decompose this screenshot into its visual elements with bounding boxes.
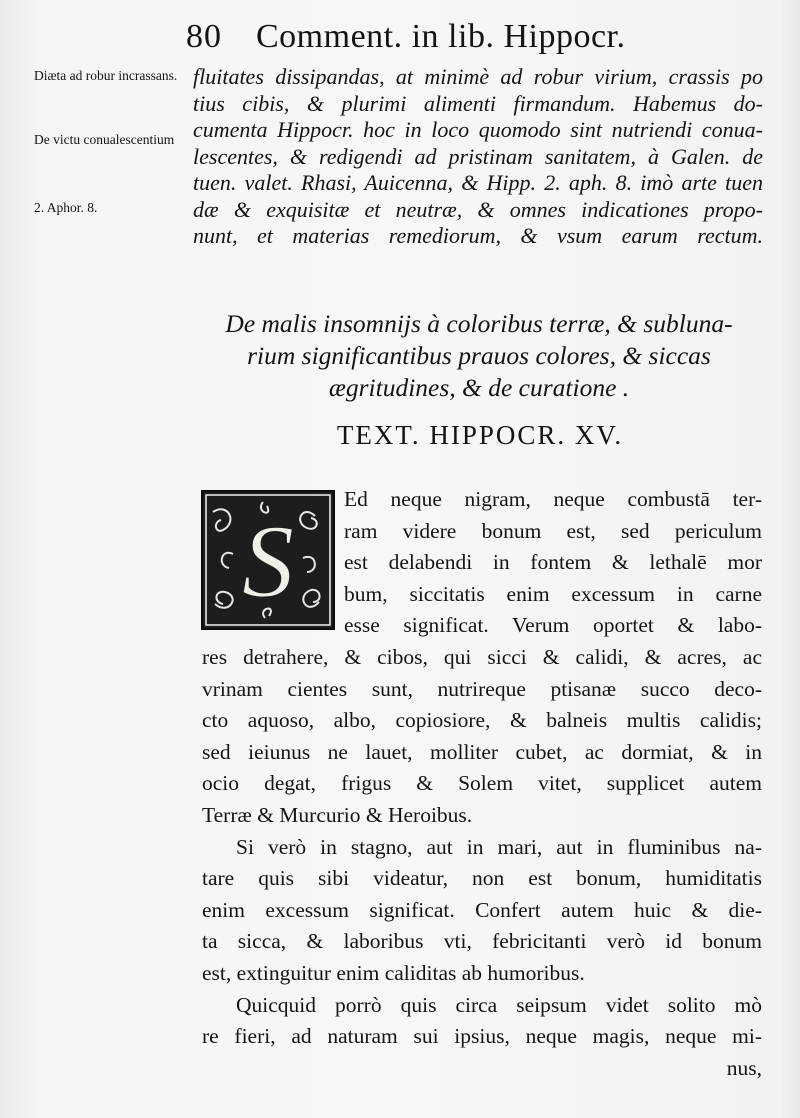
margin-note-text: 2. Aphor. 8. [34,200,98,215]
text-line: sed ieiunus ne lauet, molliter cubet, ac dormiat, & in [202,739,762,764]
text-line: res detrahere, & cibos, qui sicci & calidi, & acres, ac [202,644,762,669]
page-number: 80 [186,18,222,55]
text-line: lescentes, & redigendi ad pristinam sanitatem, à Galen. de [193,143,763,169]
title-line: rium significantibus prauos colores, & siccas [247,341,711,370]
margin-note [34,132,184,148]
body-text [202,484,762,1084]
text-line: dæ & exquisitæ et neutræ, & omnes indicationes propo- [193,196,763,222]
dropcap-letter: S [242,504,294,619]
show-through-texture [60,140,180,840]
text-line: ocio degat, frigus & Solem vitet, supplicet autem [202,771,762,796]
margin-note-text: De victu conualescentium [34,132,175,147]
text-line: Quicquid porrò quis circa seipsum videt solito mò [236,992,762,1017]
margin-note-text: Diæta ad robur incrassans. [34,68,178,83]
text-line: cto aquoso, albo, copiosiore, & balneis multis calidis; [202,708,762,733]
text-line: nus, [726,1055,762,1080]
text-line: vrinam cientes sunt, nutrireque ptisanæ succo deco- [202,676,762,701]
text-line: fluitates dissipandas, at minimè ad robur virium, crassis po [193,64,763,89]
text-line: enim excessum significat. Confert autem huic & die- [202,897,762,922]
text-line: tuen. valet. Rhasi, Auicenna, & Hipp. 2. aph. 8. imò arte tuen [193,170,763,195]
text-line: Terræ & Murcurio & Heroibus. [202,802,473,827]
text-heading: TEXT. HIPPOCR. XV. [336,420,624,450]
text-line: re fieri, ad naturam sui ipsius, neque magis, neque mi- [202,1024,762,1049]
text-line: est delabendi in fontem & lethalē mor [344,550,762,575]
text-line: cumenta Hippocr. hoc in loco quomodo sint nutriendi conua- [193,117,763,142]
text-line: tare quis sibi videatur, non est bonum, humiditatis [202,866,762,891]
text-line: ram videre bonum est, sed periculum [344,518,762,543]
text-line: bum, siccitatis enim excessum in carne [344,581,762,606]
text-line: esse significat. Verum oportet & labo- [344,613,762,638]
text-line: est, extinguitur enim caliditas ab humoribus. [202,960,585,985]
text-line: tius cibis, & plurimi alimenti firmandum. Habemus do- [193,90,763,116]
title-line: De malis insomnijs à coloribus terræ, & subluna- [225,309,733,338]
title-line: ægritudines, & de curatione . [328,373,630,402]
section-title [196,308,762,404]
italic-paragraph [193,64,763,250]
text-line: nunt, et materias remediorum, & vsum earum rectum. [193,223,763,248]
margin-note [34,200,184,216]
margin-note [34,68,184,84]
text-line: ta sicca, & laboribus vti, febricitanti verò id bonum [202,929,762,954]
text-line: Ed neque nigram, neque combustā ter- [344,487,762,511]
text-line: Si verò in stagno, aut in mari, aut in fluminibus na- [236,834,762,859]
running-head: Comment. in lib. Hippocr. [256,18,626,55]
page-header [186,18,656,64]
